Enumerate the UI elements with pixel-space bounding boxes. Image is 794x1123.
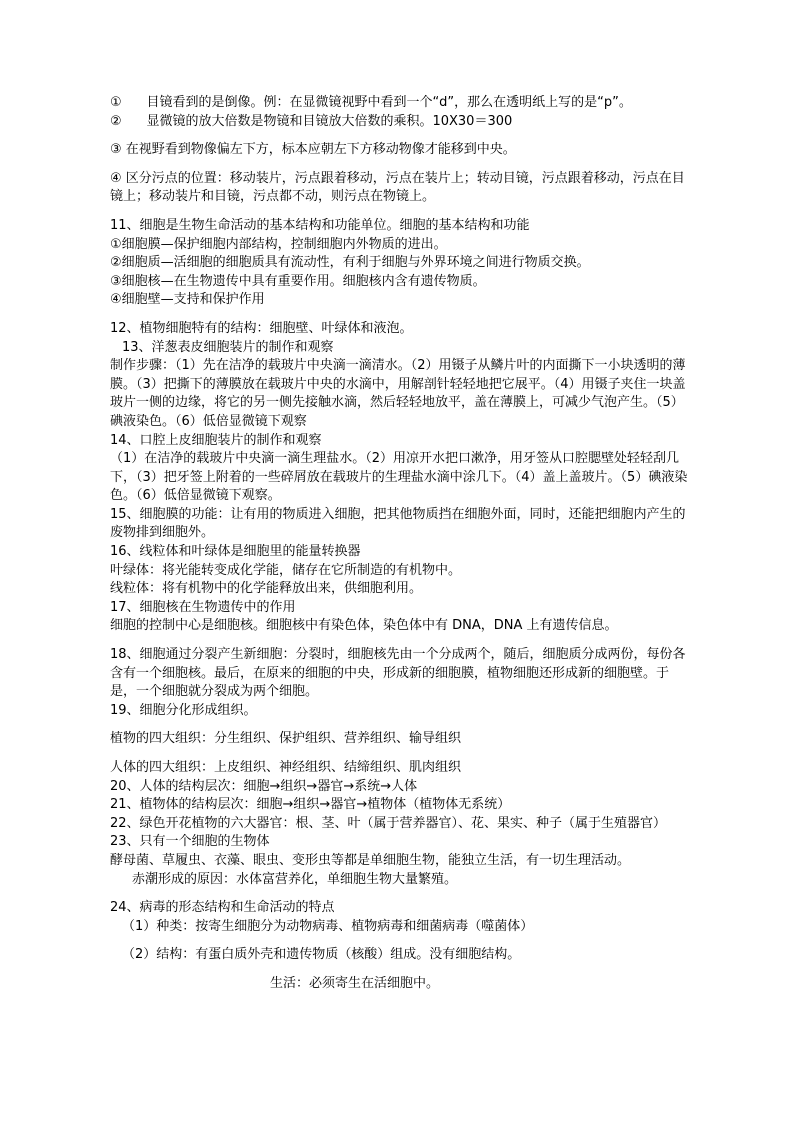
text-line-l12: 制作步骤：（1）先在洁净的载玻片中央滴一滴清水。（2）用镊子从鳞片叶的内面撕下一小块透明的薄膜。（3）把撕下的薄膜放在载玻片中央的水滴中，用解剖针轻轻地把它展平。（4）用镊子夹住一块盖玻片一侧的边缘，将它的另一侧先接触水滴，然后轻轻地放平，盖在薄膜上，可减少气泡产生。（5）碘液染色。（6）低倍显微镜下观察 xyxy=(110,358,686,429)
text-line-l10: 12、植物细胞特有的结构：细胞壁、叶绿体和液泡。 xyxy=(110,320,413,336)
paragraph-gap xyxy=(110,636,690,646)
text-line-l9: ④细胞壁—支持和保护作用 xyxy=(110,292,265,308)
text-line-l5: 11、细胞是生物生命活动的基本结构和功能单位。细胞的基本结构和功能 xyxy=(110,217,530,233)
text-line-l7: ②细胞质—活细胞的细胞质具有流动性，有利于细胞与外界环境之间进行物质交换。 xyxy=(110,255,590,271)
document-page xyxy=(110,94,690,994)
text-line-l15: 15、细胞膜的功能：让有用的物质进入细胞，把其他物质挡在细胞外面，同时，还能把细胞内产生的废物排到细胞外。 xyxy=(110,506,686,541)
text-line-l20: 细胞的控制中心是细胞核。细胞核中有染色体，染色体中有 DNA，DNA 上有遗传信息。 xyxy=(110,618,618,634)
text-line-l22: 19、细胞分化形成组织。 xyxy=(110,702,257,718)
text-line-l16: 16、线粒体和叶绿体是细胞里的能量转换器 xyxy=(110,544,361,560)
text-line-l23: 植物的四大组织：分生组织、保护组织、营养组织、输导组织 xyxy=(110,731,462,747)
paragraph-gap xyxy=(110,936,690,946)
text-line-l17: 叶绿体：将光能转变成化学能，储存在它所制造的有机物中。 xyxy=(110,562,462,578)
text-line-l33: （2）结构：有蛋白质外壳和遗传物质（核酸）组成。没有细胞结构。 xyxy=(122,947,521,963)
text-line-l29: 酵母菌、草履虫、衣藻、眼虫、变形虫等都是单细胞生物，能独立生活，有一切生理活动。 xyxy=(110,852,631,868)
paragraph-gap xyxy=(110,310,690,320)
text-line-l26: 21、植物体的结构层次：细胞→组织→器官→植物体（植物体无系统） xyxy=(110,797,511,813)
paragraph-gap xyxy=(110,749,690,759)
text-line-l19: 17、细胞核在生物遗传中的作用 xyxy=(110,599,296,615)
text-line-l30: 赤潮形成的原因：水体富营养化，单细胞生物大量繁殖。 xyxy=(132,871,458,887)
text-line-l8: ③细胞核—在生物遗传中具有重要作用。细胞核内含有遗传物质。 xyxy=(110,273,486,289)
text-line-l27: 22、绿色开花植物的六大器官：根、茎、叶（属于营养器官）、花、果实、种子（属于生殖器官） xyxy=(110,815,667,831)
paragraph-gap xyxy=(110,160,690,170)
text-line-l11: 13、洋葱表皮细胞装片的制作和观察 xyxy=(122,339,334,355)
paragraph-gap xyxy=(110,131,690,141)
text-line-l28: 23、只有一个细胞的生物体 xyxy=(110,834,270,850)
paragraph-gap xyxy=(110,965,690,975)
text-line-l3: ③ 在视野看到物像偏左下方，标本应朝左下方移动物像才能移到中央。 xyxy=(110,142,516,158)
text-line-l24: 人体的四大组织：上皮组织、神经组织、结缔组织、肌肉组织 xyxy=(110,760,462,775)
text-line-l1: ① 目镜看到的是倒像。例：在显微镜视野中看到一个“d”，那么在透明纸上写的是“p”。 xyxy=(110,95,632,110)
text-line-l2: ② 显微镜的放大倍数是物镜和目镜放大倍数的乘积。10X30＝300 xyxy=(110,113,513,129)
text-line-l31: 24、病毒的形态结构和生命活动的特点 xyxy=(110,900,335,916)
text-line-l4: ④ 区分污点的位置：移动装片，污点跟着移动，污点在装片上；转动目镜，污点跟着移动，污点在目镜上；移动装片和目镜，污点都不动，则污点在物镜上。 xyxy=(110,170,685,205)
text-line-l6: ①细胞膜—保护细胞内部结构，控制细胞内外物质的进出。 xyxy=(110,236,447,252)
text-line-l18: 线粒体：将有机物中的化学能释放出来，供细胞利用。 xyxy=(110,581,423,597)
paragraph-gap xyxy=(110,720,690,730)
text-line-l25: 20、人体的结构层次：细胞→组织→器官→系统→人体 xyxy=(110,778,418,794)
paragraph-gap xyxy=(110,889,690,899)
text-line-l13: 14、口腔上皮细胞装片的制作和观察 xyxy=(110,432,322,448)
text-line-l32: （1）种类：按寄生细胞分为动物病毒、植物病毒和细菌病毒（噬菌体） xyxy=(122,918,534,934)
text-line-l21: 18、细胞通过分裂产生新细胞：分裂时，细胞核先由一个分成两个，随后，细胞质分成两份，每份各含有一个细胞核。最后，在原来的细胞的中央，形成新的细胞膜，植物细胞还形成新的细胞壁。于是，一个细胞就分裂成为两个细胞。 xyxy=(110,647,686,700)
paragraph-gap xyxy=(110,207,690,217)
text-line-l34: 生活：必须寄生在活细胞中。 xyxy=(270,975,440,991)
text-line-l14: （1）在洁净的载玻片中央滴一滴生理盐水。（2）用凉开水把口漱净，用牙签从口腔腮壁处轻轻刮几下，（3）把牙签上附着的一些碎屑放在载玻片的生理盐水滴中涂几下。（4）盖上盖玻片。（5）碘液染色。（6）低倍显微镜下观察。 xyxy=(110,451,688,504)
